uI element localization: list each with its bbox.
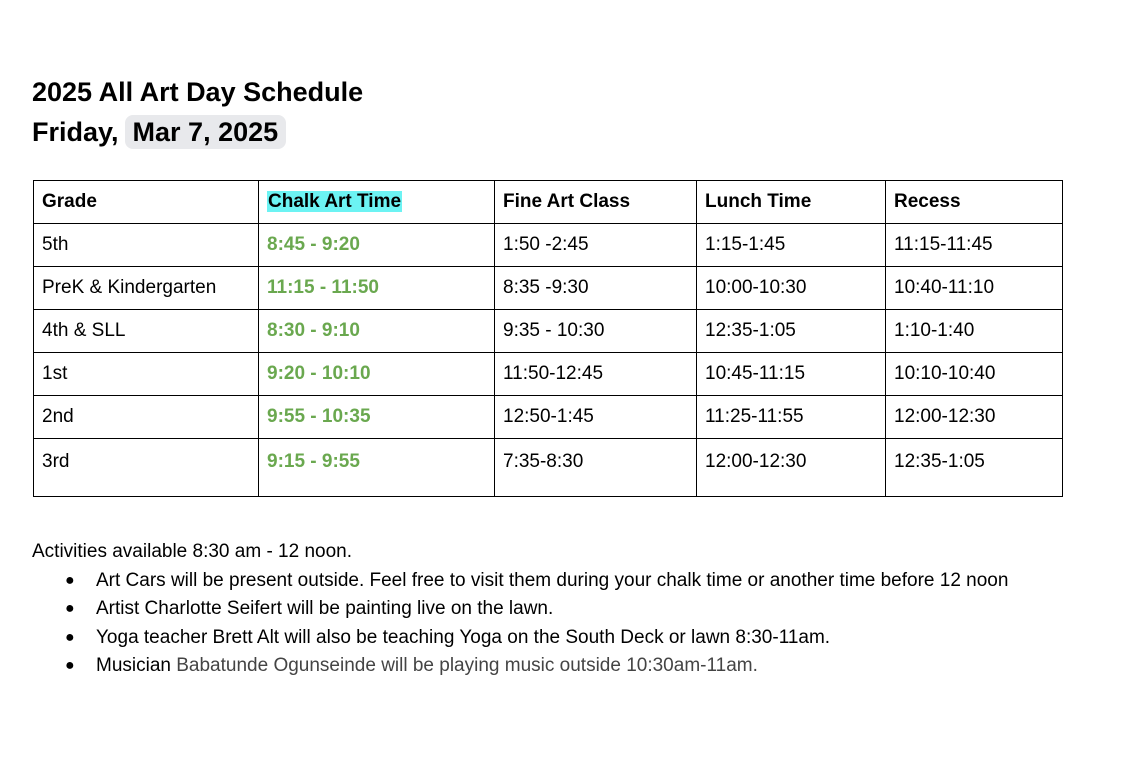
header-lunch-time: Lunch Time [697, 181, 886, 224]
cell-lunch: 11:25-11:55 [697, 396, 886, 439]
bullet-icon: ● [65, 571, 75, 589]
table-header-row [34, 181, 1063, 224]
list-item [32, 624, 1008, 653]
cell-lunch: 10:45-11:15 [697, 353, 886, 396]
activities-list [32, 567, 1008, 681]
cell-fine-art: 9:35 - 10:30 [495, 310, 697, 353]
musician-detail: Babatunde Ogunseinde will be playing music outside 10:30am-11am. [176, 655, 758, 677]
cell-grade: PreK & Kindergarten [34, 267, 259, 310]
table-row [34, 396, 1063, 439]
day-label: Friday, [32, 117, 119, 147]
cell-lunch: 12:00-12:30 [697, 439, 886, 497]
cell-lunch: 12:35-1:05 [697, 310, 886, 353]
cell-lunch: 10:00-10:30 [697, 267, 886, 310]
bullet-icon: ● [65, 628, 75, 646]
cell-lunch: 1:15-1:45 [697, 224, 886, 267]
cell-recess: 10:10-10:40 [886, 353, 1063, 396]
cell-grade: 4th & SLL [34, 310, 259, 353]
table-row [34, 224, 1063, 267]
cell-chalk-time: 8:45 - 9:20 [259, 224, 495, 267]
musician-prefix: Musician [96, 655, 177, 677]
header-fine-art-class: Fine Art Class [495, 181, 697, 224]
cell-chalk-time: 8:30 - 9:10 [259, 310, 495, 353]
cell-chalk-time: 9:20 - 10:10 [259, 353, 495, 396]
schedule-table [33, 180, 1063, 497]
table-row [34, 310, 1063, 353]
table-row [34, 439, 1063, 497]
date-chip[interactable]: Mar 7, 2025 [125, 115, 287, 149]
cell-fine-art: 11:50-12:45 [495, 353, 697, 396]
date-line [32, 112, 363, 152]
list-item [32, 595, 1008, 624]
cell-chalk-time: 9:55 - 10:35 [259, 396, 495, 439]
chalk-header-highlight: Chalk Art Time [268, 191, 402, 212]
table-row [34, 353, 1063, 396]
activity-text: Art Cars will be present outside. Feel free to visit them during your chalk time or another time before 12 noon [96, 569, 1009, 591]
cell-recess: 12:35-1:05 [886, 439, 1063, 497]
cell-grade: 3rd [34, 439, 259, 497]
activity-text: Yoga teacher Brett Alt will also be teaching Yoga on the South Deck or lawn 8:30-11am. [96, 626, 831, 648]
cell-grade: 2nd [34, 396, 259, 439]
cell-recess: 1:10-1:40 [886, 310, 1063, 353]
cell-chalk-time: 11:15 - 11:50 [259, 267, 495, 310]
cell-recess: 11:15-11:45 [886, 224, 1063, 267]
activities-intro: Activities available 8:30 am - 12 noon. [32, 541, 353, 562]
list-item [32, 652, 1008, 681]
cell-fine-art: 8:35 -9:30 [495, 267, 697, 310]
cell-fine-art: 1:50 -2:45 [495, 224, 697, 267]
header-chalk-art-time [259, 181, 495, 224]
cell-grade: 1st [34, 353, 259, 396]
bullet-icon: ● [65, 657, 75, 675]
header-grade: Grade [34, 181, 259, 224]
activities-section [32, 538, 1008, 681]
cell-recess: 10:40-11:10 [886, 267, 1063, 310]
cell-recess: 12:00-12:30 [886, 396, 1063, 439]
table-row [34, 267, 1063, 310]
cell-fine-art: 7:35-8:30 [495, 439, 697, 497]
cell-fine-art: 12:50-1:45 [495, 396, 697, 439]
cell-grade: 5th [34, 224, 259, 267]
header-recess: Recess [886, 181, 1063, 224]
cell-chalk-time: 9:15 - 9:55 [259, 439, 495, 497]
activity-text: Artist Charlotte Seifert will be painting live on the lawn. [96, 598, 554, 620]
bullet-icon: ● [65, 600, 75, 618]
list-item [32, 567, 1008, 596]
document-header [32, 72, 363, 152]
document-title: 2025 All Art Day Schedule [32, 77, 364, 107]
